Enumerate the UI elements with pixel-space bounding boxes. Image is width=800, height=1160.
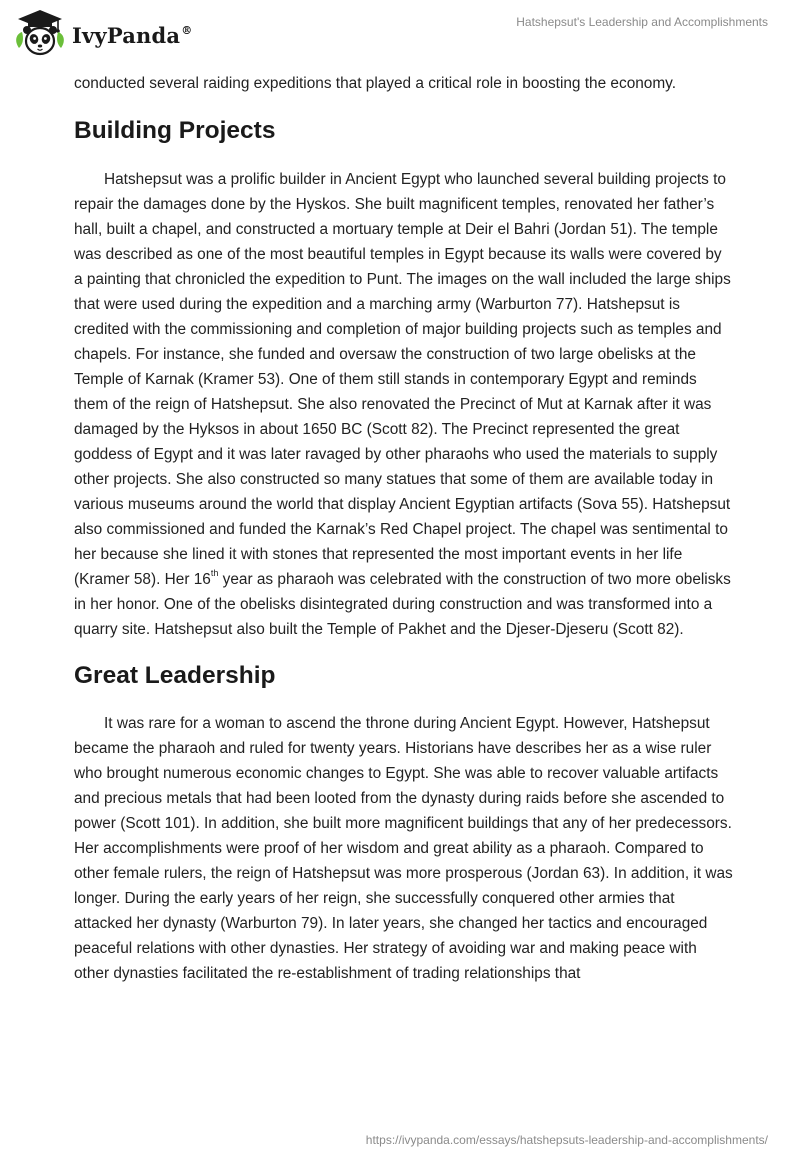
logo-wordmark (72, 23, 192, 48)
registered-mark: ® (181, 23, 193, 37)
section-heading-building-projects: Building Projects (74, 117, 276, 144)
essay-content (74, 71, 734, 986)
footer-source-url[interactable]: https://ivypanda.com/essays/hatshepsuts-leadership-and-accomplishments/ (365, 1133, 768, 1147)
building-paragraph-text-2: year as pharaoh was celebrated with the construction of two more obelisks in her honor. One of the obelisks disintegrated during construction and was transformed into a quarry site. Hatshepsut also built the Temple of Pakhet and the Djeser-Djeseru (Scott 82). (74, 571, 731, 638)
building-projects-paragraph (74, 167, 734, 642)
building-paragraph-text-1: Hatshepsut was a prolific builder in Ancient Egypt who launched several building projects to repair the damages done by the Hyskos. She built magnificent temples, renovated her father’s hall, built a chapel, and constructed a mortuary temple at Deir el Bahri (Jordan 51). The temple was described as one of the most beautiful temples in Egypt because its walls were covered by a painting that chronicled the expedition to Punt. The images on the wall included the large ships that were used during the expedition and a marching army (Warburton 77). Hatshepsut is credited with the commissioning and completion of major building projects such as temples and chapels. For instance, she funded and oversaw the construction of two large obelisks at the Temple of Karnak (Kramer 53). One of them still stands in contemporary Egypt and reminds them of the reign of Hatshepsut. She also renovated the Precinct of Mut at Karnak after it was damaged by the Hyksos in about 1650 BC (Scott 82). The Precinct represented the great goddess of Egypt and it was later ravaged by other pharaohs who used the materials to supply other projects. She also constructed so many statues that some of them are available today in various museums around the world that display Ancient Egyptian artifacts (Sova 55). Hatshepsut also commissioned and funded the Karnak’s Red Chapel project. The chapel was sentimental to her because she lined it with stones that represented the most important events in her life (Kramer 58). Her 16 (74, 171, 731, 588)
ordinal-suffix: th (210, 568, 219, 578)
ivypanda-logo[interactable] (12, 8, 192, 58)
page-header (0, 0, 800, 70)
logo-text: IvyPanda (72, 22, 181, 48)
document-title: Hatshepsut's Leadership and Accomplishments (516, 15, 768, 29)
great-leadership-paragraph: It was rare for a woman to ascend the throne during Ancient Egypt. However, Hatshepsut became the pharaoh and ruled for twenty years. Historians have describes her as a wise ruler who brought numerous economic changes to Egypt. She was able to recover valuable artifacts and precious metals that had been looted from the dynasty during raids before she ascended to power (Scott 101). In addition, she built more magnificent buildings that any of her predecessors. Her accomplishments were proof of her wisdom and great ability as a pharaoh. Compared to other female rulers, the reign of Hatshepsut was more prosperous (Jordan 63). In addition, it was longer. During the early years of her reign, she successfully conquered other armies that attacked her dynasty (Warburton 79). In later years, she changed her tactics and encouraged peaceful relations with other dynasties. Her strategy of avoiding war and making peace with other dynasties facilitated the re-establishment of trading relationships that (74, 715, 733, 982)
intro-paragraph: conducted several raiding expeditions that played a critical role in boosting the economy. (74, 75, 677, 92)
section-heading-great-leadership: Great Leadership (74, 662, 276, 689)
panda-graduate-icon (12, 8, 68, 58)
